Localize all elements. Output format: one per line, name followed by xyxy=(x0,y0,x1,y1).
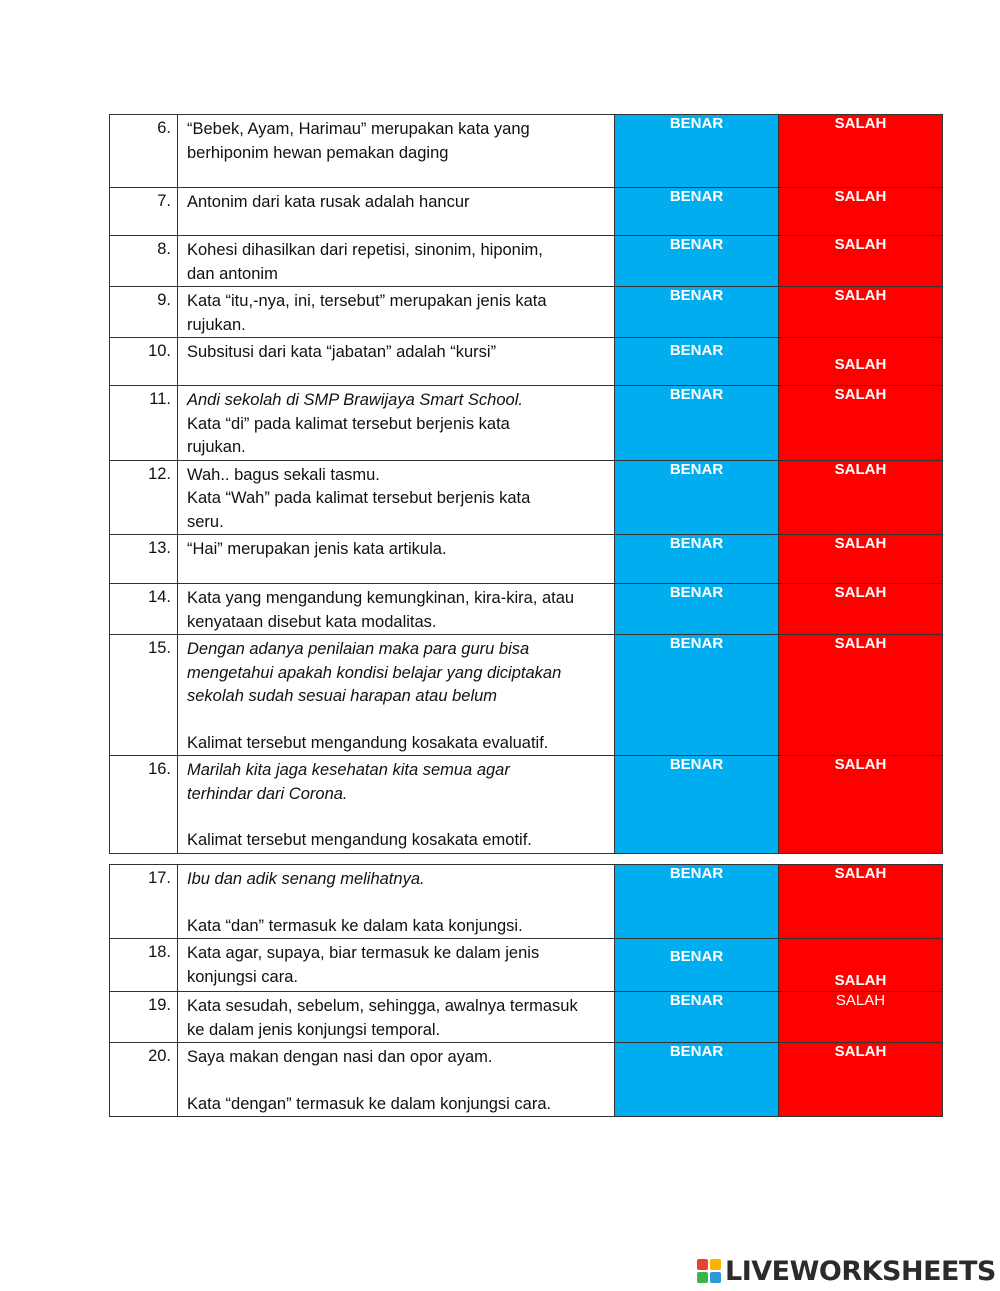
salah-button-16[interactable]: SALAH xyxy=(779,756,943,854)
question-number: 20. xyxy=(110,1043,178,1117)
question-text: Antonim dari kata rusak adalah hancur xyxy=(178,188,615,236)
liveworksheets-logo xyxy=(697,1255,996,1287)
question-row-19 xyxy=(110,992,943,1043)
question-text: Kohesi dihasilkan dari repetisi, sinonim, hiponim, dan antonim xyxy=(178,236,615,287)
question-text: Kata agar, supaya, biar termasuk ke dalam jenis konjungsi cara. xyxy=(178,939,615,992)
question-row-17 xyxy=(110,865,943,939)
question-text: Subsitusi dari kata “jabatan” adalah “kursi” xyxy=(178,338,615,386)
question-row-14 xyxy=(110,584,943,635)
benar-button-13[interactable]: BENAR xyxy=(615,535,779,584)
salah-button-15[interactable]: SALAH xyxy=(779,635,943,756)
question-text: Marilah kita jaga kesehatan kita semua agar terhindar dari Corona. Kalimat tersebut mengandung kosakata emotif. xyxy=(178,756,615,854)
benar-button-18[interactable]: BENAR xyxy=(615,939,779,992)
question-text: “Hai” merupakan jenis kata artikula. xyxy=(178,535,615,584)
salah-button-19[interactable]: SALAH xyxy=(779,992,943,1043)
benar-button-15[interactable]: BENAR xyxy=(615,635,779,756)
benar-button-9[interactable]: BENAR xyxy=(615,287,779,338)
question-row-12 xyxy=(110,460,943,535)
benar-button-11[interactable]: BENAR xyxy=(615,386,779,461)
question-row-10 xyxy=(110,338,943,386)
question-number: 13. xyxy=(110,535,178,584)
question-row-8 xyxy=(110,236,943,287)
question-number: 6. xyxy=(110,115,178,188)
benar-button-14[interactable]: BENAR xyxy=(615,584,779,635)
question-row-7 xyxy=(110,188,943,236)
salah-button-7[interactable]: SALAH xyxy=(779,188,943,236)
question-number: 18. xyxy=(110,939,178,992)
salah-button-6[interactable]: SALAH xyxy=(779,115,943,188)
benar-button-19[interactable]: BENAR xyxy=(615,992,779,1043)
question-text: Kata “itu,-nya, ini, tersebut” merupakan jenis kata rujukan. xyxy=(178,287,615,338)
question-number: 7. xyxy=(110,188,178,236)
question-row-15 xyxy=(110,635,943,756)
benar-button-16[interactable]: BENAR xyxy=(615,756,779,854)
question-text: Kata sesudah, sebelum, sehingga, awalnya termasuk ke dalam jenis konjungsi temporal. xyxy=(178,992,615,1043)
salah-button-11[interactable]: SALAH xyxy=(779,386,943,461)
question-row-20 xyxy=(110,1043,943,1117)
benar-button-17[interactable]: BENAR xyxy=(615,865,779,939)
benar-button-7[interactable]: BENAR xyxy=(615,188,779,236)
question-number: 15. xyxy=(110,635,178,756)
benar-button-10[interactable]: BENAR xyxy=(615,338,779,386)
benar-button-20[interactable]: BENAR xyxy=(615,1043,779,1117)
salah-button-10[interactable]: SALAH xyxy=(779,338,943,386)
question-text: Kata yang mengandung kemungkinan, kira-kira, atau kenyataan disebut kata modalitas. xyxy=(178,584,615,635)
question-text: “Bebek, Ayam, Harimau” merupakan kata yang berhiponim hewan pemakan daging xyxy=(178,115,615,188)
question-row-18 xyxy=(110,939,943,992)
question-number: 8. xyxy=(110,236,178,287)
question-number: 12. xyxy=(110,460,178,535)
question-number: 14. xyxy=(110,584,178,635)
question-text: Wah.. bagus sekali tasmu. Kata “Wah” pada kalimat tersebut berjenis kata seru. xyxy=(178,460,615,535)
question-number: 11. xyxy=(110,386,178,461)
question-text: Ibu dan adik senang melihatnya. Kata “dan” termasuk ke dalam kata konjungsi. xyxy=(178,865,615,939)
question-number: 9. xyxy=(110,287,178,338)
logo-cubes-icon xyxy=(697,1259,721,1283)
logo-wordmark: LIVEWORKSHEETS xyxy=(725,1255,996,1287)
benar-button-8[interactable]: BENAR xyxy=(615,236,779,287)
question-row-6 xyxy=(110,115,943,188)
quiz-table-2 xyxy=(109,864,943,1117)
salah-button-17[interactable]: SALAH xyxy=(779,865,943,939)
benar-button-12[interactable]: BENAR xyxy=(615,460,779,535)
salah-button-14[interactable]: SALAH xyxy=(779,584,943,635)
question-number: 17. xyxy=(110,865,178,939)
question-row-13 xyxy=(110,535,943,584)
question-number: 19. xyxy=(110,992,178,1043)
quiz-table-1 xyxy=(109,114,943,854)
question-text: Saya makan dengan nasi dan opor ayam. Kata “dengan” termasuk ke dalam konjungsi cara. xyxy=(178,1043,615,1117)
benar-button-6[interactable]: BENAR xyxy=(615,115,779,188)
salah-button-20[interactable]: SALAH xyxy=(779,1043,943,1117)
salah-button-18[interactable]: SALAH xyxy=(779,939,943,992)
salah-button-8[interactable]: SALAH xyxy=(779,236,943,287)
question-text: Dengan adanya penilaian maka para guru bisa mengetahui apakah kondisi belajar yang diciptakan sekolah sudah sesuai harapan atau belum Kalimat tersebut mengandung kosakata evaluatif. xyxy=(178,635,615,756)
question-row-9 xyxy=(110,287,943,338)
salah-button-13[interactable]: SALAH xyxy=(779,535,943,584)
question-number: 10. xyxy=(110,338,178,386)
question-row-16 xyxy=(110,756,943,854)
question-number: 16. xyxy=(110,756,178,854)
question-row-11 xyxy=(110,386,943,461)
question-text: Andi sekolah di SMP Brawijaya Smart School. Kata “di” pada kalimat tersebut berjenis kata rujukan. xyxy=(178,386,615,461)
salah-button-12[interactable]: SALAH xyxy=(779,460,943,535)
salah-button-9[interactable]: SALAH xyxy=(779,287,943,338)
